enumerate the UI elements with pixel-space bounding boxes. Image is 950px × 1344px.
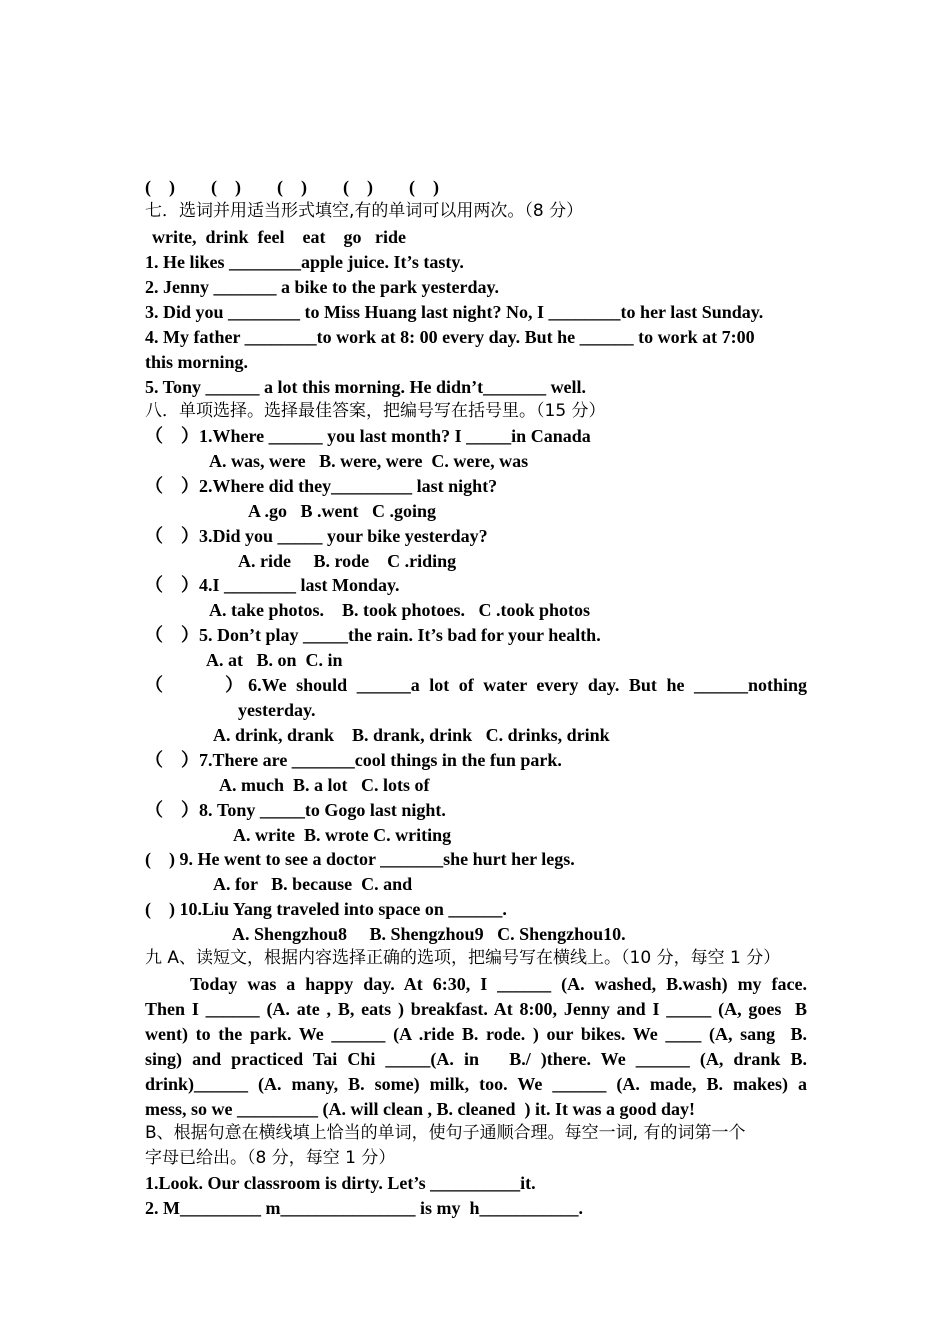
question-8: （ ）8. Tony _____to Gogo last night. (145, 800, 446, 820)
section7-word-bank: write, drink feel eat go ride (152, 227, 406, 247)
question-1-options: A. was, were B. were, were C. were, was (209, 451, 529, 471)
section9b-item-1: 1.Look. Our classroom is dirty. Let’s __________it. (145, 1173, 536, 1193)
question-7-options: A. much B. a lot C. lots of (219, 775, 430, 795)
section9b-heading-line-2: 字母已给出。（8 分，每空 1 分） (145, 1148, 396, 1168)
question-2-options: A .go B .went C .going (248, 501, 437, 521)
section7-item-4: 4. My father ________to work at 8: 00 every day. But he ______ to work at 7:00 (145, 327, 755, 347)
question-10: ( ) 10.Liu Yang traveled into space on ______. (145, 899, 507, 919)
section9a-heading: 九 A、读短文，根据内容选择正确的选项，把编号写在横线上。（10 分，每空 1 分） (145, 948, 781, 968)
question-1: （ ）1.Where ______ you last month? I _____in Canada (145, 426, 591, 446)
passage-line-4: sing) and practiced Tai Chi _____(A. in B./ )there. We ______ (A, drank B. (145, 1049, 807, 1069)
passage-line-5: drink)______ (A. many, B. some) milk, too. We ______ (A. made, B. makes) a (145, 1074, 807, 1094)
section7-heading: 七．选词并用适当形式填空,有的单词可以用两次。（8 分） (145, 201, 584, 221)
question-5-options: A. at B. on C. in (206, 650, 343, 670)
passage-line-3: went) to the park. We ______ (A .ride B. rode. ) our bikes. We ____ (A, sang B. (145, 1024, 807, 1044)
answer-brackets-row: ( ) ( ) ( ) ( ) ( ) (145, 177, 439, 197)
passage-line-6: mess, so we _________ (A. will clean , B. cleaned ) it. It was a good day! (145, 1099, 695, 1119)
section7-item-5: 5. Tony ______ a lot this morning. He didn’t_______ well. (145, 377, 587, 397)
section7-item-3: 3. Did you ________ to Miss Huang last night? No, I ________to her last Sunday. (145, 302, 764, 322)
passage-line-1: Today was a happy day. At 6:30, I ______ (A. washed, B.wash) my face. (190, 974, 807, 994)
section7-item-1: 1. He likes ________apple juice. It’s tasty. (145, 252, 464, 272)
question-9: ( ) 9. He went to see a doctor _______she hurt her legs. (145, 849, 575, 869)
question-3-options: A. ride B. rode C .riding (238, 551, 457, 571)
section7-item-2: 2. Jenny _______ a bike to the park yesterday. (145, 277, 500, 297)
question-9-options: A. for B. because C. and (213, 874, 413, 894)
section9b-item-2: 2. M_________ m_______________ is my h___________. (145, 1198, 583, 1218)
question-10-options: A. Shengzhou8 B. Shengzhou9 C. Shengzhou10. (232, 924, 626, 944)
question-8-options: A. write B. wrote C. writing (233, 825, 452, 845)
passage-line-2: Then I ______ (A. ate , B, eats ) breakfast. At 8:00, Jenny and I _____ (A, goes B (145, 999, 807, 1019)
section9b-heading-line-1: B、根据句意在横线填上恰当的单词，使句子通顺合理。每空一词, 有的词第一个 (145, 1123, 746, 1143)
question-6-options: A. drink, drank B. drank, drink C. drinks, drink (213, 725, 610, 745)
section7-item-4-cont: this morning. (145, 352, 249, 372)
question-4-options: A. take photos. B. took photoes. C .took photos (209, 600, 591, 620)
section8-heading: 八．单项选择。选择最佳答案，把编号写在括号里。（15 分） (145, 401, 606, 421)
question-4: （ ）4.I ________ last Monday. (145, 575, 400, 595)
question-6-cont: yesterday. (238, 700, 316, 720)
question-6: （ ）6.We should ______a lot of water every day. But he ______nothing (145, 675, 807, 695)
question-3: （ ）3.Did you _____ your bike yesterday? (145, 526, 488, 546)
question-5: （ ）5. Don’t play _____the rain. It’s bad for your health. (145, 625, 601, 645)
question-7: （ ）7.There are _______cool things in the fun park. (145, 750, 562, 770)
question-2: （ ）2.Where did they_________ last night? (145, 476, 498, 496)
